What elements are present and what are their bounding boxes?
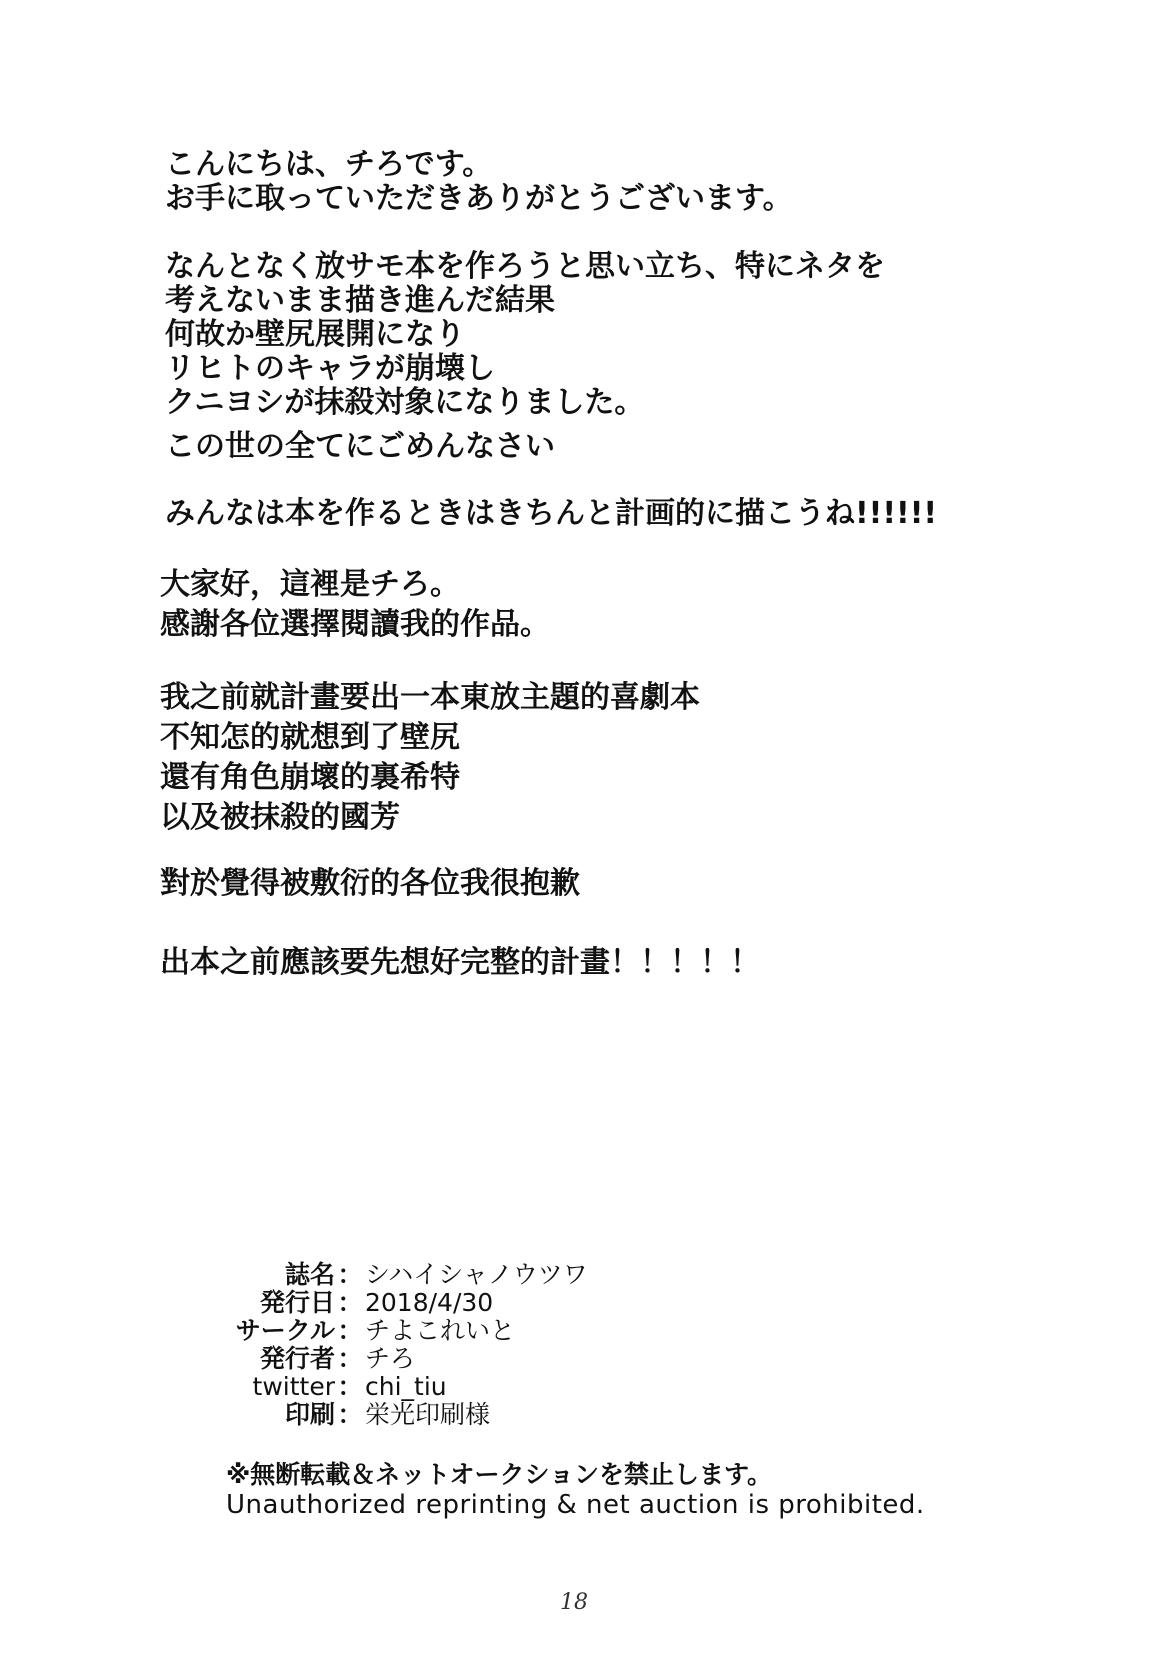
jp-apology	[165, 430, 555, 464]
zh-story-line: 不知怎的就想到了壁尻	[160, 720, 460, 755]
jp-greeting-line: お手に取っていただきありがとうございます。	[165, 181, 793, 216]
notice-japanese: ※無断転載＆ネットオークションを禁止します。	[226, 1460, 773, 1489]
zh-story-line: 以及被抹殺的國芳	[160, 800, 400, 835]
jp-story-line: リヒトのキャラが崩壊し	[165, 351, 495, 386]
colophon-label: 印刷	[284, 1400, 335, 1429]
zh-greeting-line: 感謝各位選擇閱讀我的作品。	[160, 607, 550, 642]
colophon-row-circle	[200, 1317, 700, 1345]
zh-story-line: 還有角色崩壞的裏希特	[160, 760, 460, 795]
jp-story-line: 何故か壁尻展開になり	[165, 317, 465, 352]
colophon-separator: ：	[337, 1400, 363, 1429]
jp-story-line: なんとなく放サモ本を作ろうと思い立ち、特にネタを	[165, 249, 885, 284]
colophon-value: 栄光印刷様	[365, 1400, 491, 1429]
colophon-separator: ：	[337, 1316, 363, 1345]
jp-greeting	[165, 148, 793, 216]
zh-advice	[160, 943, 760, 983]
colophon-label: 発行者	[259, 1344, 335, 1373]
copyright-notice	[226, 1460, 925, 1520]
colophon-separator: ：	[337, 1344, 363, 1373]
colophon-value: シハイシャノウツワ	[365, 1260, 588, 1289]
colophon-separator: ：	[337, 1288, 363, 1317]
colophon-value: チろ	[365, 1344, 416, 1373]
colophon-label: 誌名	[284, 1260, 335, 1289]
colophon-value: 2018/4/30	[365, 1288, 494, 1317]
jp-advice	[165, 497, 937, 531]
colophon-separator: ：	[337, 1372, 363, 1401]
jp-advice-text: みんなは本を作るときはきちんと計画的に描こうね!!!!!!	[165, 496, 938, 531]
jp-story-line: クニヨシが抹殺対象になりました。	[165, 385, 645, 420]
page-number: 18	[560, 1590, 588, 1615]
zh-story-line: 我之前就計畫要出一本東放主題的喜劇本	[160, 680, 700, 715]
colophon-label: サークル	[235, 1316, 335, 1345]
zh-greeting	[160, 565, 550, 645]
colophon-label: 発行日	[259, 1288, 335, 1317]
colophon-separator: ：	[337, 1260, 363, 1289]
colophon-row-date	[200, 1289, 700, 1317]
zh-apology-text: 對於覺得被敷衍的各位我很抱歉	[160, 866, 580, 901]
colophon-row-publisher	[200, 1345, 700, 1373]
zh-advice-text: 出本之前應該要先想好完整的計畫！！！！！	[160, 945, 760, 980]
colophon-label: twitter	[252, 1372, 335, 1401]
zh-greeting-line: 大家好，這裡是チろ。	[160, 567, 460, 602]
colophon-row-twitter	[200, 1373, 700, 1401]
zh-apology	[160, 864, 580, 904]
jp-story	[165, 250, 885, 420]
jp-greeting-line: こんにちは、チろです。	[165, 147, 493, 182]
jp-story-line: 考えないまま描き進んだ結果	[165, 283, 555, 318]
notice-english: Unauthorized reprinting & net auction is prohibited.	[226, 1490, 925, 1520]
zh-story	[160, 678, 700, 838]
colophon	[200, 1261, 700, 1429]
colophon-row-printer	[200, 1401, 700, 1429]
colophon-value: チよこれいと	[365, 1316, 516, 1345]
jp-apology-text: この世の全てにごめんなさい	[165, 429, 555, 464]
twitter-handle: chi_tiu	[365, 1372, 447, 1401]
colophon-row-title	[200, 1261, 700, 1289]
